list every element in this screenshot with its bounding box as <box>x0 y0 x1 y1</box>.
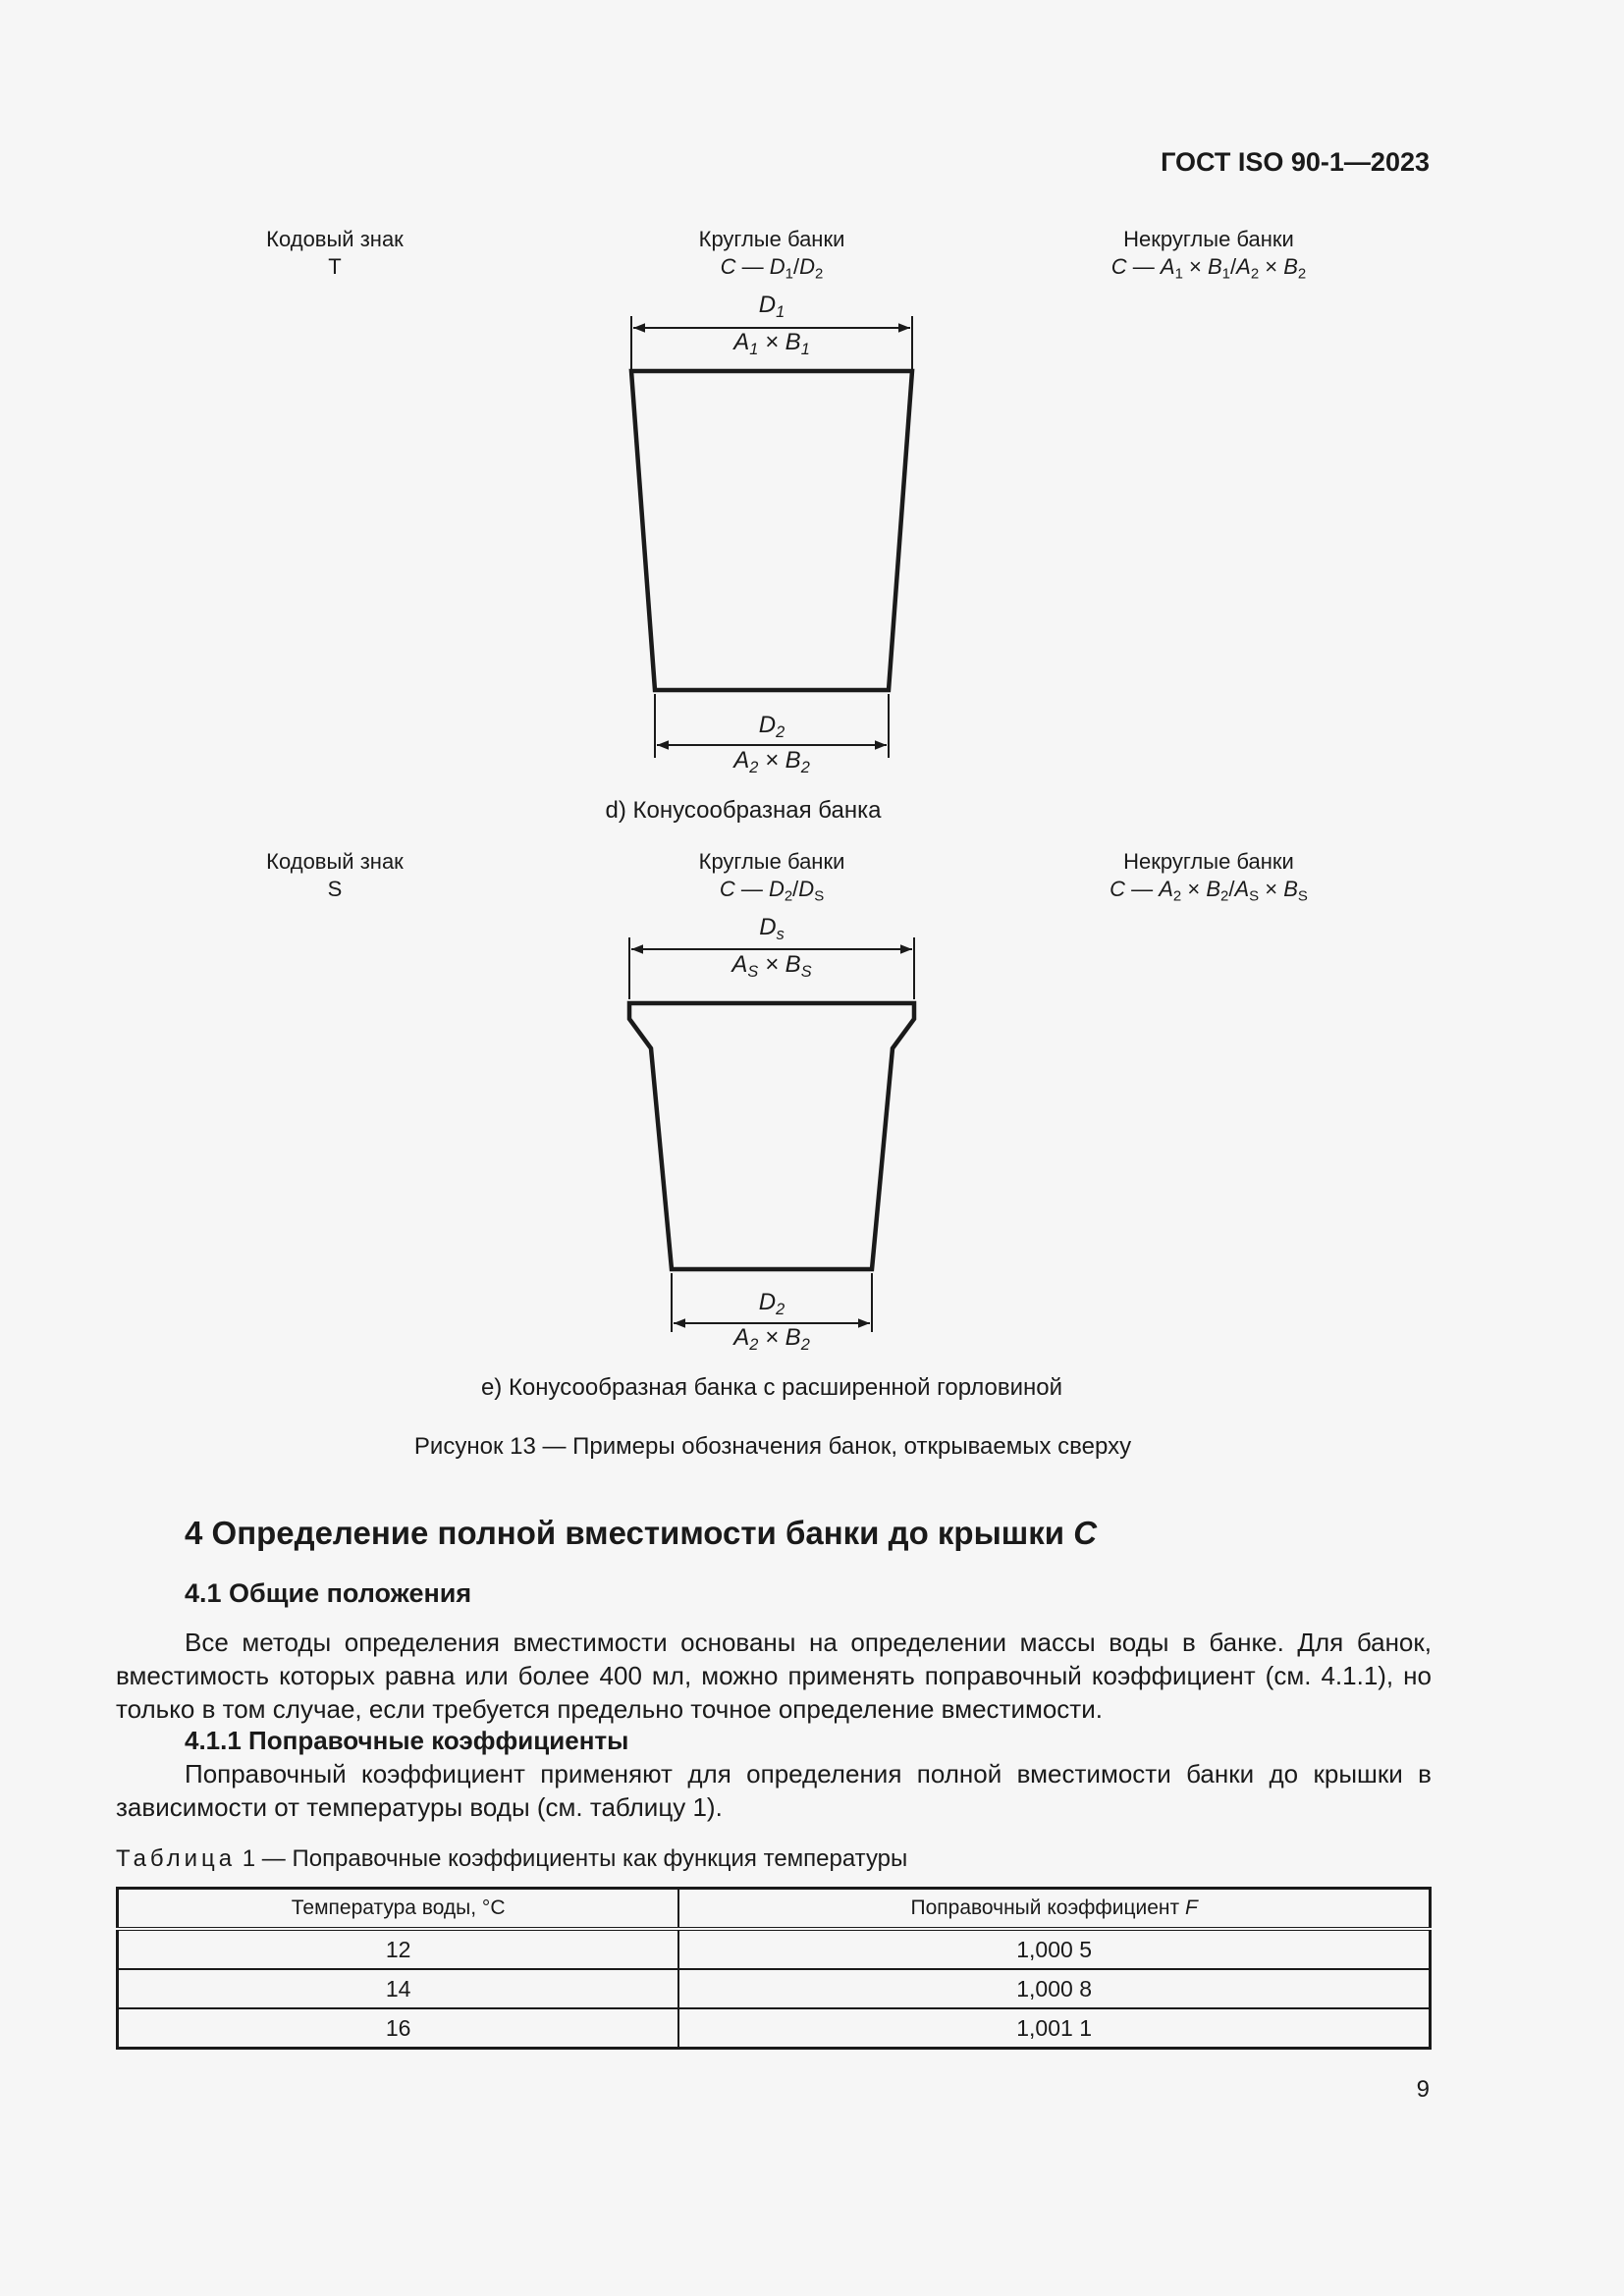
page-number: 9 <box>1416 2076 1430 2103</box>
table-cell: 1,000 5 <box>678 1929 1430 1969</box>
bottom-diameter-label-d: $D_2$ <box>758 712 785 741</box>
correction-factor-table <box>116 1887 1432 2050</box>
table-cell: 14 <box>118 1969 679 2008</box>
round-formula-e: C — $D_2/D_S$ <box>719 877 825 905</box>
paragraph-correction: Поправочный коэффициент применяют для определения полной вместимости банки до крышки в зависимости от температуры воды (см. таблицу 1). <box>116 1759 1432 1822</box>
subsubsection-heading: 4.1.1 Поправочные коэффициенты <box>185 1726 629 1755</box>
bottom-diameter-label-e: $D_2$ <box>758 1289 785 1318</box>
nonround-cans-label-e: Некруглые банки C — $A_2 \times B_2/A_S \times B_S$ <box>1012 848 1405 903</box>
table-row <box>118 1969 1431 2008</box>
figure-caption: Рисунок 13 — Примеры обозначения банок, открываемых сверху <box>413 1433 1132 1460</box>
nonround-formula-d: C — $A_1 \times B_1/A_2 \times B_2$ <box>1110 254 1307 283</box>
table-header-row <box>118 1889 1431 1930</box>
table-title: Таблица 1 — Поправочные коэффициенты как функция температуры <box>116 1845 908 1872</box>
round-cans-label-e: Круглые банки C — $D_2/D_S$ <box>575 848 968 903</box>
figure-d-caption: d) Конусообразная банка <box>605 797 882 824</box>
top-diameter-label-e: $D_s$ <box>759 914 785 943</box>
table-cell: 16 <box>118 2008 679 2049</box>
code-sign-label-e: Кодовый знак S <box>266 849 404 901</box>
conical-can-drawing <box>631 316 912 758</box>
nonround-cans-label-d: Некруглые банки C — $A_1 \times B_1/A_2 \times B_2$ <box>1012 226 1405 281</box>
table-row <box>118 1929 1431 1969</box>
conical-can-expanded-neck-drawing <box>629 937 914 1332</box>
paragraph-general: Все методы определения вместимости основаны на определении массы воды в банке. Для банок, вместимость которых равна или более 400 мл, можно применять поправочный коэффициент (см. 4.1.1), но только в том случае, если требуется предельно точное определение вместимости. <box>116 1628 1432 1724</box>
table-header: Поправочный коэффициент F <box>678 1889 1430 1930</box>
bottom-rect-label-d: $A_2 \times B_2$ <box>733 747 810 776</box>
top-diameter-label-d: $D_1$ <box>758 292 785 321</box>
table-row <box>118 2008 1431 2049</box>
section-heading: 4 Определение полной вместимости банки до крышки C <box>185 1515 1098 1551</box>
subsection-heading: 4.1 Общие положения <box>185 1578 472 1608</box>
top-rect-label-d: $A_1 \times B_1$ <box>733 329 810 358</box>
figure-e-caption: e) Конусообразная банка с расширенной горловиной <box>480 1374 1063 1401</box>
top-rect-label-e: $A_S \times B_S$ <box>731 951 812 981</box>
table-cell: 1,001 1 <box>678 2008 1430 2049</box>
document-id: ГОСТ ISO 90-1—2023 <box>1161 147 1430 177</box>
table-header: Температура воды, °C <box>118 1889 679 1930</box>
bottom-rect-label-e: $A_2 \times B_2$ <box>733 1324 810 1354</box>
round-cans-label-d: Круглые банки C — $D_1/D_2$ <box>575 226 968 281</box>
table-cell: 1,000 8 <box>678 1969 1430 2008</box>
table-cell: 12 <box>118 1929 679 1969</box>
nonround-formula-e: C — $A_2 \times B_2/A_S \times B_S$ <box>1110 877 1308 905</box>
code-sign-label-d: Кодовый знак T <box>266 227 404 279</box>
round-formula-d: C — $D_1/D_2$ <box>720 254 824 283</box>
